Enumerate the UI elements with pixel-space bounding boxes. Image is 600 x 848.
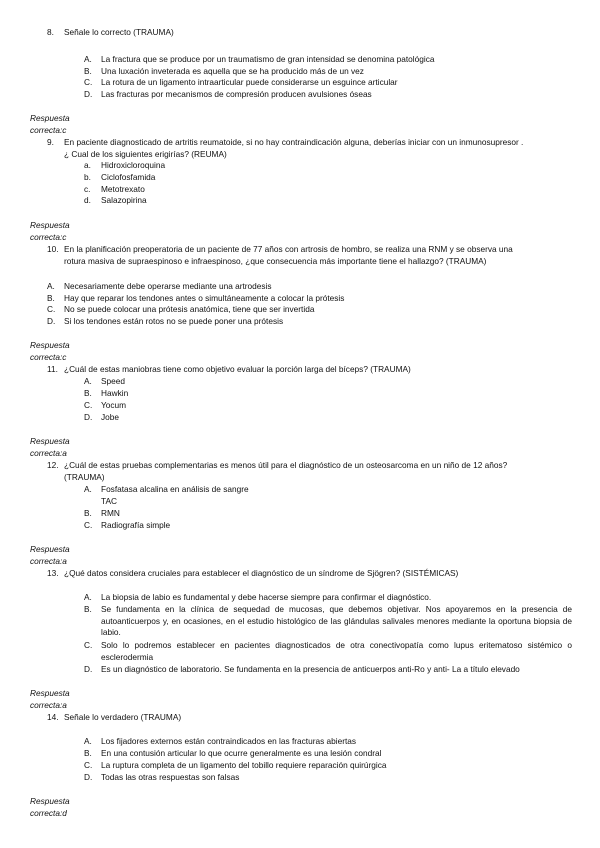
option-text: Hay que reparar los tendones antes o simultáneamente a colocar la prótesis [64, 293, 345, 303]
option-text: Metotrexato [101, 184, 145, 194]
option-text: TAC [101, 496, 117, 506]
question-number: 14. [47, 712, 59, 722]
option-letter: C. [84, 77, 93, 87]
correct-answer [30, 220, 70, 243]
option-text: Necesariamente debe operarse mediante una artrodesis [64, 281, 272, 291]
answer-value: d [62, 807, 67, 818]
option-letter: a. [84, 160, 91, 170]
correct-answer [30, 796, 70, 819]
option-letter: c. [84, 184, 91, 194]
option-letter: C. [84, 640, 93, 650]
stem-line-1: Señale lo correcto (TRAUMA) [64, 27, 174, 37]
option-text: Yocum [101, 400, 127, 410]
option-text: Solo lo podremos establecer en pacientes diagnosticados de otra conectivopatía como lupus eritematoso sistémico o esclerodermia [101, 640, 572, 662]
answer-label: Respuesta correcta: [30, 340, 70, 362]
answer-value: a [62, 447, 67, 458]
question-number: 11. [47, 364, 58, 374]
option-text: Speed [101, 376, 125, 386]
option-text: En una contusión articular lo que ocurre generalmente es una lesión condral [101, 748, 382, 758]
option-text: RMN [101, 508, 120, 518]
option-text: La rotura de un ligamento intraarticular puede considerarse un esguince articular [101, 77, 398, 87]
option-letter: A. [84, 592, 92, 602]
stem-line-1: En paciente diagnosticado de artritis reumatoide, si no hay contraindicación alguna, deberías iniciar con un inmunosupresor . [64, 137, 524, 147]
option-letter: B. [84, 748, 92, 758]
answer-label: Respuesta correcta: [30, 436, 70, 458]
option-letter: D. [84, 89, 93, 99]
option-letter: D. [84, 772, 93, 782]
correct-answer [30, 113, 70, 136]
correct-answer [30, 688, 70, 711]
option-text: La fractura que se produce por un traumatismo de gran intensidad se denomina patológica [101, 54, 435, 64]
option-letter: C. [84, 400, 93, 410]
answer-value: a [62, 555, 67, 566]
option-letter: D. [84, 664, 93, 674]
stem-line-1: En la planificación preoperatoria de un paciente de 77 años con artrosis de hombro, se realiza una RNM y se observa una [64, 244, 513, 254]
option-letter: A. [84, 54, 92, 64]
option-text: Ciclofosfamida [101, 172, 156, 182]
option-text: La biopsia de labio es fundamental y debe hacerse siempre para confirmar el diagnóstico. [101, 592, 432, 602]
option-text: La ruptura completa de un ligamento del tobillo requiere reparación quirúrgica [101, 760, 387, 770]
question-number: 13. [47, 568, 59, 578]
answer-value: c [62, 351, 67, 362]
option-letter: B. [84, 604, 92, 614]
option-text: Todas las otras respuestas son falsas [101, 772, 240, 782]
option-text: Fosfatasa alcalina en análisis de sangre [101, 484, 249, 494]
correct-answer [30, 436, 70, 459]
option-text: Si los tendones están rotos no se puede poner una prótesis [64, 316, 284, 326]
question-number: 12. [47, 460, 59, 470]
option-letter: D. [84, 412, 93, 422]
option-text: Hawkin [101, 388, 129, 398]
stem-line-1: Señale lo verdadero (TRAUMA) [64, 712, 182, 722]
option-letter: A. [47, 281, 55, 291]
option-letter: B. [47, 293, 55, 303]
option-text: Una luxación inveterada es aquella que se ha producido más de un vez [101, 66, 364, 76]
correct-answer [30, 340, 70, 363]
answer-label: Respuesta correcta: [30, 688, 70, 710]
answer-label: Respuesta correcta: [30, 544, 70, 566]
question-number: 8. [47, 27, 54, 37]
answer-label: Respuesta correcta: [30, 796, 70, 818]
option-letter: d. [84, 195, 91, 205]
option-letter: C. [84, 760, 93, 770]
answer-label: Respuesta correcta: [30, 113, 70, 135]
answer-value: c [62, 231, 67, 242]
option-text: Hidroxicloroquina [101, 160, 166, 170]
option-letter: C. [47, 304, 56, 314]
option-text: Radiografía simple [101, 520, 171, 530]
option-letter: B. [84, 388, 92, 398]
option-letter: B. [84, 66, 92, 76]
option-letter: b. [84, 172, 91, 182]
option-text: Las fracturas por mecanismos de compresión producen avulsiones óseas [101, 89, 372, 99]
stem-line-2: ¿ Cual de los siguientes erigirías? (REUMA) [64, 149, 227, 159]
option-text: Es un diagnóstico de laboratorio. Se fundamenta en la presencia de anticuerpos anti-Ro y anti- La a título elevado [101, 664, 520, 674]
correct-answer [30, 544, 70, 567]
option-letter: C. [84, 520, 93, 530]
option-text: Los fijadores externos están contraindicados en las fracturas abiertas [101, 736, 357, 746]
stem-line-1: ¿Cuál de estas maniobras tiene como objetivo evaluar la porción larga del bíceps? (TRAUMA) [64, 364, 411, 374]
answer-value: c [62, 124, 67, 135]
option-letter: A. [84, 736, 92, 746]
option-text: Se fundamenta en la clínica de sequedad de mucosas, que debemos objetivar. Nos apoyaremos en la presencia de autoanticuerpos y, en ocasiones, en el estudio histológico de las glándulas salivales menores mediante la oportuna biopsia de labio. [101, 604, 572, 638]
option-letter: D. [47, 316, 56, 326]
stem-line-1: ¿Cuál de estas pruebas complementarias es menos útil para el diagnóstico de un osteosarcoma en un niño de 12 años? [64, 460, 508, 470]
stem-line-2: rotura masiva de supraespinoso e infraespinoso, ¿que consecuencia más importante tiene el hallazgo? (TRAUMA) [64, 256, 487, 266]
answer-value: a [62, 699, 67, 710]
option-text: Salazopirina [101, 195, 147, 205]
option-letter: A. [84, 484, 92, 494]
question-number: 10. [47, 244, 59, 254]
answer-label: Respuesta correcta: [30, 220, 70, 242]
option-letter: B. [84, 508, 92, 518]
option-letter: A. [84, 376, 92, 386]
stem-line-2: (TRAUMA) [64, 472, 105, 482]
option-text: No se puede colocar una prótesis anatómica, tiene que ser invertida [64, 304, 315, 314]
option-text: Jobe [101, 412, 119, 422]
question-number: 9. [47, 137, 54, 147]
stem-line-1: ¿Qué datos considera cruciales para establecer el diagnóstico de un síndrome de Sjögren? (SISTÉMICAS) [64, 568, 459, 578]
